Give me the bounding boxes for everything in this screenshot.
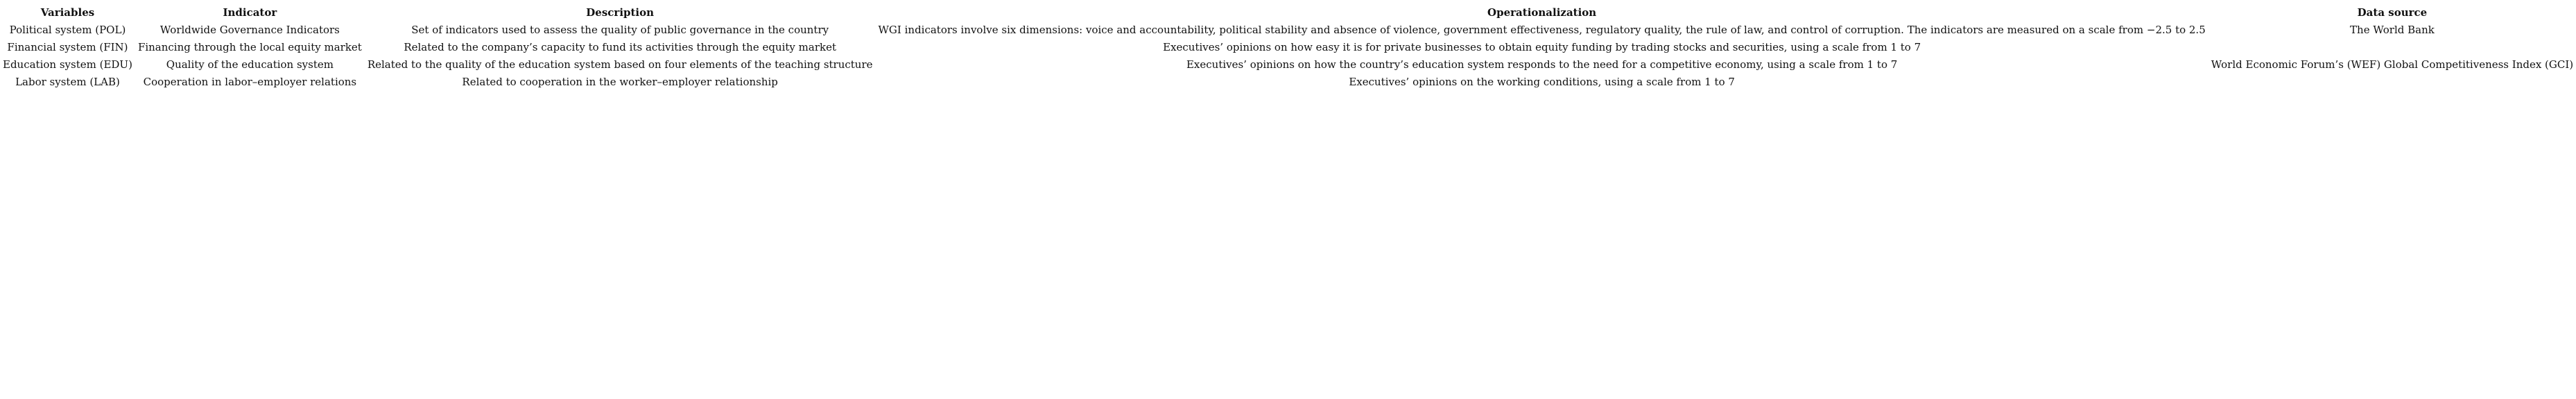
cell-indicator: Cooperation in labor–employer relations <box>143 76 357 88</box>
cell-operationalization: Executives’ opinions on the working conditions, using a scale from 1 to 7 <box>1349 76 1735 88</box>
cell-operationalization: WGI indicators involve six dimensions: voice and accountability, political stability and absence of violence, government effectiveness, regulatory quality, the rule of law, and control of corruption. The indicators are measured on a scale from −2.5 to 2.5 <box>878 24 2206 36</box>
cell-description: Related to the quality of the education system based on four elements of the teaching structure <box>367 58 873 71</box>
cell-variable: Financial system (FIN) <box>7 41 128 53</box>
cell-data-source <box>2208 39 2576 56</box>
cell-data-source: World Economic Forum’s (WEF) Global Competitiveness Index (GCI) <box>2211 58 2574 71</box>
cell-description: Related to cooperation in the worker–employer relationship <box>462 76 778 88</box>
table-row <box>0 39 2576 56</box>
cell-data-source <box>2208 74 2576 91</box>
cell-data-source: The World Bank <box>2350 24 2435 36</box>
table-row <box>0 74 2576 91</box>
cell-operationalization: Executives’ opinions on how easy it is for private businesses to obtain equity funding by trading stocks and securities, using a scale from 1 to 7 <box>1163 41 1921 53</box>
cell-indicator: Financing through the local equity market <box>137 41 362 53</box>
header-variables: Variables <box>40 6 95 19</box>
header-operationalization: Operationalization <box>1487 6 1597 19</box>
cell-indicator: Worldwide Governance Indicators <box>159 24 340 36</box>
table-row <box>0 56 2576 74</box>
cell-description: Set of indicators used to assess the quality of public governance in the country <box>411 24 829 36</box>
header-indicator: Indicator <box>223 6 277 19</box>
table-row <box>0 22 2576 39</box>
cell-operationalization: Executives’ opinions on how the country’s education system responds to the need for a competitive economy, using a scale from 1 to 7 <box>1186 58 1898 71</box>
header-description: Description <box>586 6 655 19</box>
cell-variable: Political system (POL) <box>9 24 126 36</box>
table-header-row <box>0 4 2576 22</box>
header-data-source: Data source <box>2357 6 2428 19</box>
variables-table-container <box>0 4 2574 91</box>
cell-indicator: Quality of the education system <box>166 58 334 71</box>
cell-description: Related to the company’s capacity to fund its activities through the equity market <box>404 41 837 53</box>
cell-variable: Education system (EDU) <box>3 58 132 71</box>
cell-variable: Labor system (LAB) <box>15 76 120 88</box>
variables-table <box>0 4 2576 91</box>
